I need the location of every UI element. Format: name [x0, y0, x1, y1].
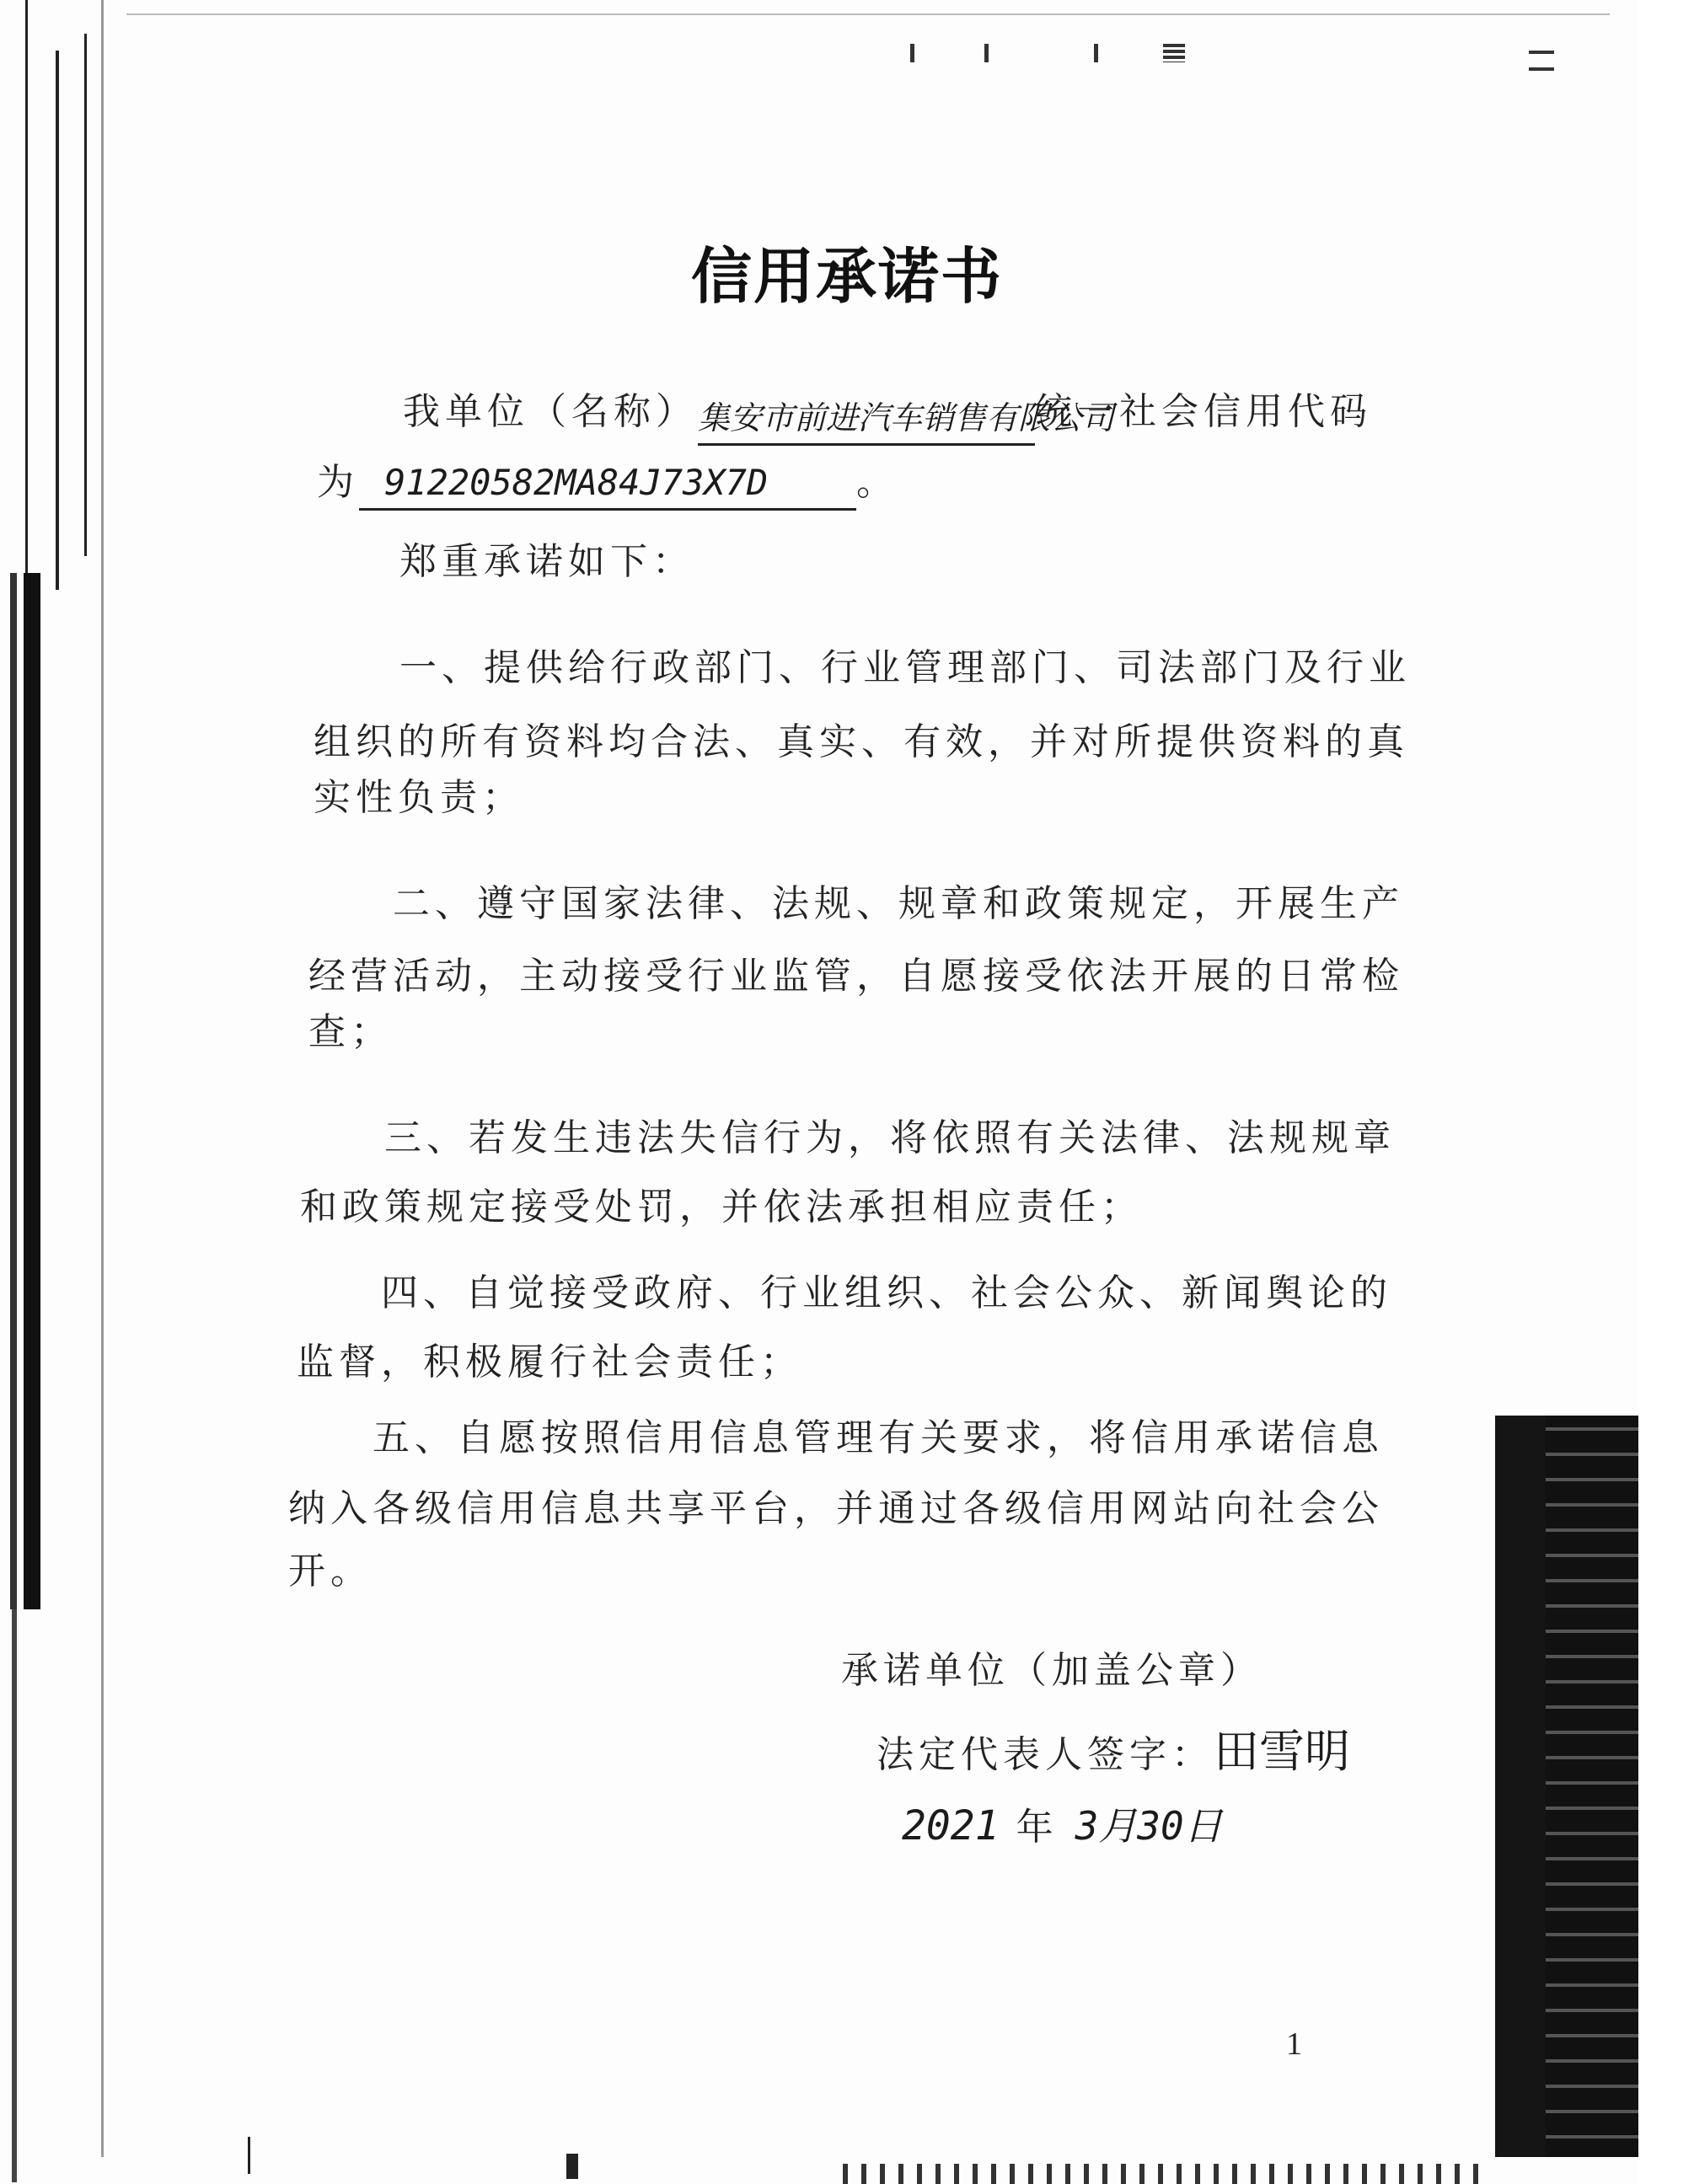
scan-shadow-left-outer	[10, 573, 17, 1609]
scan-shadow-left	[24, 573, 40, 1609]
date-year-label: 年	[1016, 1806, 1059, 1849]
scan-marks-bottom	[843, 2164, 1483, 2184]
item-1-line-2: 组织的所有资料均合法、真实、有效，并对所提供资料的真	[314, 720, 1409, 763]
company-name-handwritten: 集安市前进汽车销售有限公司	[698, 393, 1035, 446]
item-5-line-3: 开。	[288, 1550, 373, 1592]
item-4-line-2: 监督，积极履行社会责任；	[297, 1341, 802, 1384]
credit-code-handwritten: 91220582MA84J73X7D	[359, 458, 856, 511]
legal-rep-line	[876, 1714, 1350, 1793]
date-year-handwritten: 2021	[902, 1802, 1000, 1849]
date-month-day-handwritten: 3月30日	[1075, 1803, 1223, 1849]
page-number: 1	[1286, 2026, 1302, 2062]
item-5-line-1: 五、自愿按照信用信息管理有关要求，将信用承诺信息	[373, 1416, 1384, 1459]
item-3-line-1: 三、若发生违法失信行为，将依照有关法律、法规规章	[384, 1116, 1396, 1159]
unit-name-suffix: 统一社会信用代码	[1035, 390, 1372, 433]
scan-line	[56, 51, 59, 590]
item-2-line-2: 经营活动，主动接受行业监管，自愿接受依法开展的日常检	[308, 955, 1404, 998]
signing-unit-label: 承诺单位（加盖公章）	[841, 1649, 1262, 1692]
credit-code-prefix: 为	[317, 461, 359, 504]
item-2-line-1: 二、遵守国家法律、法规、规章和政策规定，开展生产	[393, 882, 1404, 925]
scan-line	[12, 1609, 17, 2182]
legal-rep-signature: 田雪明	[1214, 1725, 1350, 1778]
credit-code-line	[317, 445, 898, 521]
credit-code-suffix: 。	[856, 461, 898, 504]
scan-line	[248, 2137, 250, 2174]
scan-line	[126, 13, 1610, 15]
item-1-line-1: 一、提供给行政部门、行业管理部门、司法部门及行业	[399, 646, 1411, 689]
document-title: 信用承诺书	[690, 241, 1003, 312]
item-4-line-1: 四、自觉接受政府、行业组织、社会公众、新闻舆论的	[381, 1271, 1392, 1314]
item-3-line-2: 和政策规定接受处罚，并依法承担相应责任；	[300, 1186, 1143, 1228]
unit-name-line	[403, 374, 1372, 450]
scan-shadow-right-inner	[1495, 1416, 1546, 2157]
legal-rep-label: 法定代表人签字：	[876, 1733, 1214, 1776]
intro-text: 郑重承诺如下：	[399, 540, 694, 583]
item-1-line-3: 实性负责；	[314, 776, 524, 819]
scan-line	[566, 2154, 578, 2179]
unit-name-prefix: 我单位（名称）	[403, 390, 698, 433]
scan-marks-top	[792, 44, 1315, 64]
item-2-line-3: 查；	[308, 1010, 393, 1053]
date-line	[902, 1788, 1223, 1866]
item-5-line-2: 纳入各级信用信息共享平台，并通过各级信用网站向社会公	[288, 1487, 1384, 1530]
scan-shadow-right	[1546, 1416, 1638, 2157]
scan-line	[101, 0, 104, 2157]
